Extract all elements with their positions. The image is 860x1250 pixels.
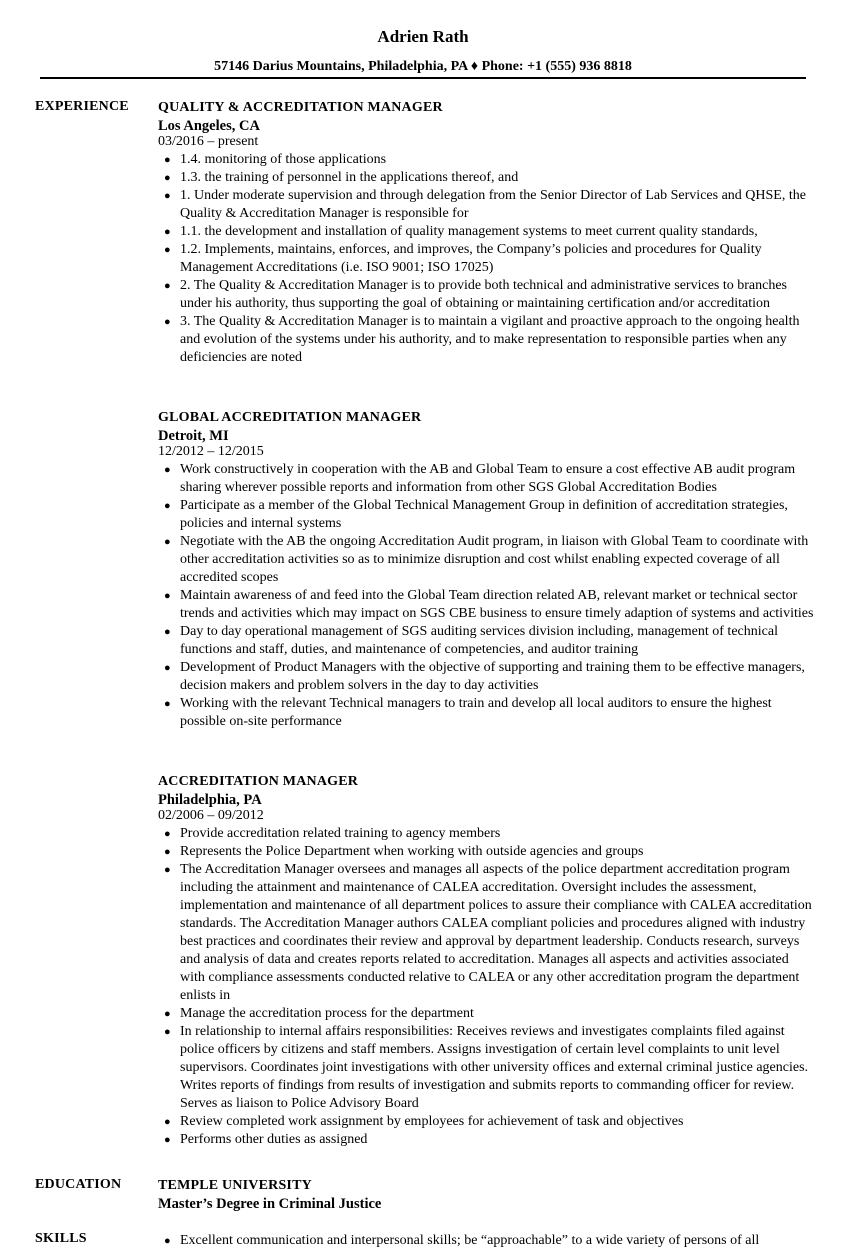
job-dates: 02/2006 – 09/2012 (158, 808, 264, 823)
list-item: ● 1.2. Implements, maintains, enforces, and improves, the Company’s policies and procedures for Quality Management Accreditations (i.e. ISO 9001; ISO 17025) (164, 242, 762, 275)
bullet-icon: ● (164, 698, 171, 710)
list-item: ● Negotiate with the AB the ongoing Accreditation Audit program, in liaison with Global Team to coordinate with other accreditation activities so as to minimize disruption and cost whilst enabling expected coverage of all accredited scopes (164, 534, 809, 585)
bullet-icon: ● (164, 1026, 171, 1038)
job-dates: 03/2016 – present (158, 134, 259, 149)
list-item: ● The Accreditation Manager oversees and manages all aspects of the police department accreditation program including the attainment and maintenance of CALEA accreditation. Oversight includes the assessment, implementation and maintenance of all department polices to assure their compliance with CALEA accreditation standards. The Accreditation Manager authors CALEA compliant policies and procedures aligned with industry best practices and coordinates their review and approval by department leadership. Conducts research, surveys and analysis of data and creates reports related to accreditation. Manages all aspects and activities associated with compliance assessments conducted relative to CALEA or any other accreditation program the department enlists in (164, 862, 812, 1003)
bullet-icon: ● (164, 316, 171, 328)
header-divider (40, 77, 806, 79)
job-bullet-list (158, 825, 814, 1149)
job-dates: 12/2012 – 12/2015 (158, 444, 264, 459)
list-item: ● Excellent communication and interpersonal skills; be “approachable” to a wide variety of persons of all (164, 1233, 760, 1248)
bullet-icon: ● (164, 626, 171, 638)
bullet-icon: ● (164, 244, 171, 256)
bullet-icon: ● (164, 1116, 171, 1128)
skills-heading: SKILLS (35, 1231, 87, 1246)
bullet-icon: ● (164, 1008, 171, 1020)
skills-entry (158, 1232, 814, 1250)
list-item: ● 1.1. the development and installation of quality management systems to meet current quality standards, (164, 224, 758, 239)
list-item: ● 2. The Quality & Accreditation Manager is to provide both technical and administrative services to branches under his authority, thus supporting the goal of obtaining or maintaining certification and/or accreditation (164, 278, 788, 311)
contact-line: 57146 Darius Mountains, Philadelphia, PA ♦ Phone: +1 (555) 936 8818 (214, 59, 632, 74)
list-item: ● Performs other duties as assigned (164, 1132, 368, 1147)
bullet-icon: ● (164, 464, 171, 476)
list-item: ● Review completed work assignment by employees for achievement of task and objectives (164, 1114, 684, 1129)
list-item: ● 1.3. the training of personnel in the applications thereof, and (164, 170, 519, 185)
bullet-icon: ● (164, 662, 171, 674)
job-title: QUALITY & ACCREDITATION MANAGER (158, 100, 443, 115)
job-title: GLOBAL ACCREDITATION MANAGER (158, 410, 422, 425)
bullet-icon: ● (164, 828, 171, 840)
bullet-icon: ● (164, 226, 171, 238)
bullet-icon: ● (164, 846, 171, 858)
bullet-icon: ● (164, 154, 171, 166)
bullet-icon: ● (164, 280, 171, 292)
job-bullet-list (158, 461, 814, 731)
list-item: ● Represents the Police Department when working with outside agencies and groups (164, 844, 644, 859)
list-item: ● Working with the relevant Technical managers to train and develop all local auditors to ensure the highest possible on-site performance (164, 696, 772, 729)
bullet-icon: ● (164, 1134, 171, 1146)
list-item: ● Work constructively in cooperation with the AB and Global Team to ensure a cost effective AB audit program sharing wherever possible reports and information from other SGS Global Accreditation Bodies (164, 462, 796, 495)
list-item: ● 1.4. monitoring of those applications (164, 152, 387, 167)
list-item: ● Provide accreditation related training to agency members (164, 826, 501, 841)
bullet-icon: ● (164, 864, 171, 876)
experience-heading: EXPERIENCE (35, 99, 129, 114)
list-item: ● 1. Under moderate supervision and through delegation from the Senior Director of Lab Services and QHSE, the Quality & Accreditation Manager is responsible for (164, 188, 806, 221)
job-location: Philadelphia, PA (158, 792, 262, 808)
job-entry (158, 409, 814, 731)
job-bullet-list (158, 151, 814, 367)
list-item: ● Day to day operational management of SGS auditing services division including, management of technical functions and staff, duties, and maintenance of competencies, and auditor training (164, 624, 778, 657)
job-entry (158, 773, 814, 1149)
job-location: Detroit, MI (158, 428, 229, 444)
bullet-icon: ● (164, 500, 171, 512)
list-item: ● Maintain awareness of and feed into the Global Team direction related AB, relevant market or technical sector trends and activities which may impact on SGS CBE business to ensure timely adaption of systems and activities (164, 588, 814, 621)
bullet-icon: ● (164, 1235, 171, 1247)
list-item: ● Manage the accreditation process for the department (164, 1006, 474, 1021)
list-item: ● In relationship to internal affairs responsibilities: Receives reviews and investigates complaints filed against police officers by citizens and staff members. Assigns investigation of certain level complaints to unit level supervisors. Coordinates joint investigations with other university offices and external criminal justice agencies. Writes reports of findings from results of investigation and submits reports to commanding officer for review. Serves as liaison to Police Advisory Board (164, 1024, 809, 1111)
list-item: ● Participate as a member of the Global Technical Management Group in definition of accreditation strategies, policies and internal systems (164, 498, 788, 531)
bullet-icon: ● (164, 590, 171, 602)
skills-bullet-list (158, 1232, 814, 1250)
list-item: ● 3. The Quality & Accreditation Manager is to maintain a vigilant and proactive approach to the ongoing health and evolution of the systems under his authority, and to make representation to responsible parties when any deficiencies are noted (164, 314, 800, 365)
education-heading: EDUCATION (35, 1177, 122, 1192)
bullet-icon: ● (164, 172, 171, 184)
candidate-name: Adrien Rath (377, 27, 469, 46)
job-entry (158, 99, 814, 367)
school-name: TEMPLE UNIVERSITY (158, 1178, 312, 1193)
education-entry (158, 1177, 814, 1213)
bullet-icon: ● (164, 190, 171, 202)
degree-name: Master’s Degree in Criminal Justice (158, 1196, 382, 1212)
list-item: ● Development of Product Managers with the objective of supporting and training them to be effective managers, decision makers and problem solvers in the day to day activities (164, 660, 805, 693)
bullet-icon: ● (164, 536, 171, 548)
job-location: Los Angeles, CA (158, 118, 260, 134)
job-title: ACCREDITATION MANAGER (158, 774, 359, 789)
